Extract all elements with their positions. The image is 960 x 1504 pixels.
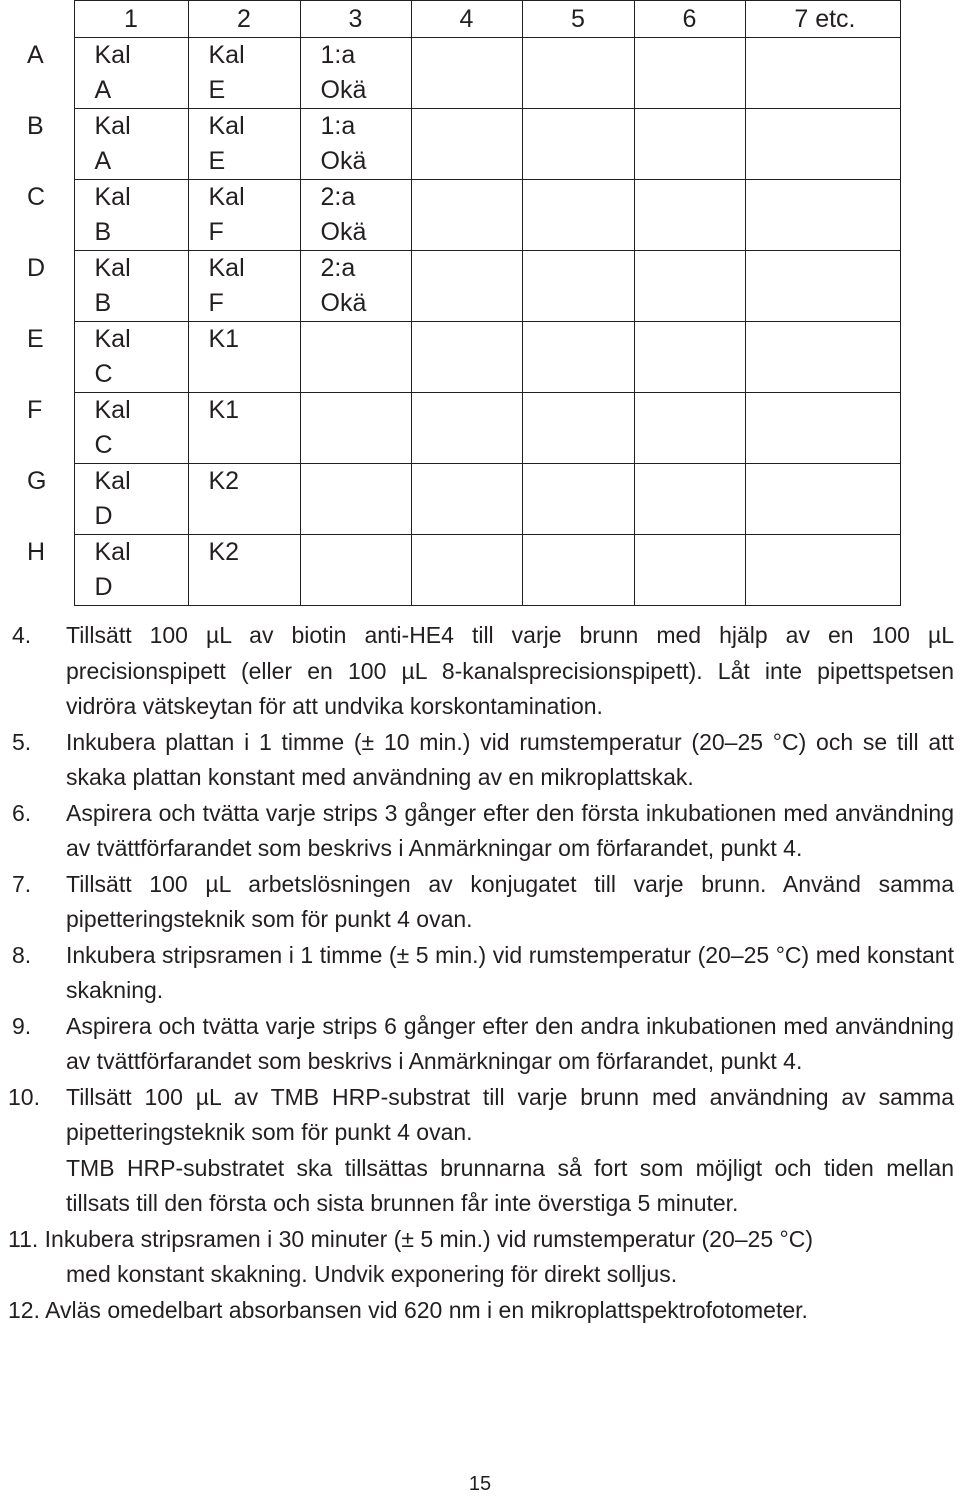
empty-well-cell: [411, 464, 522, 535]
well-cell: [188, 38, 300, 109]
step-text: Tillsätt 100 µL av TMB HRP-substrat till varje brunn med användning av samma pipetteringsteknik som för punkt 4 ovan.: [66, 1083, 954, 1145]
empty-well-cell: [745, 109, 900, 180]
well-text: [321, 393, 411, 428]
empty-well-cell: [634, 109, 745, 180]
well-text: A: [94, 76, 112, 104]
well-cell: [74, 180, 188, 251]
plate-row: [0, 251, 900, 322]
row-label: A: [27, 40, 44, 69]
well-cell: [188, 251, 300, 322]
column-header: 4: [411, 1, 522, 38]
step-11: [0, 1222, 960, 1293]
step-number: 5.: [12, 728, 32, 755]
step-text: [0, 1293, 960, 1329]
well-text: Kal: [208, 183, 245, 211]
well-text: [321, 570, 411, 605]
well-text: Kal: [94, 112, 131, 140]
step-5: [0, 725, 960, 796]
step-6: [0, 796, 960, 867]
empty-well-cell: [745, 322, 900, 393]
well-text: F: [208, 289, 224, 317]
well-text: Kal: [94, 396, 131, 424]
column-header: 5: [522, 1, 634, 38]
well-text: [321, 464, 411, 499]
well-text: [321, 499, 411, 534]
empty-well-cell: [411, 180, 522, 251]
empty-well-cell: [522, 109, 634, 180]
empty-well-cell: [745, 464, 900, 535]
row-label: F: [27, 395, 43, 424]
step-text: Inkubera plattan i 1 timme (± 10 min.) vid rumstemperatur (20–25 °C) och se till att skaka plattan konstant med användning av en mikroplattskak.: [66, 728, 954, 790]
row-label: C: [27, 182, 46, 211]
step-text-head: Avläs omedelbart absorbansen vid 620 nm i en mikroplattspektrofotometer.: [45, 1296, 808, 1323]
empty-well-cell: [745, 535, 900, 606]
column-header: 7 etc.: [745, 1, 900, 38]
empty-well-cell: [634, 251, 745, 322]
well-text: Okä: [320, 289, 367, 317]
empty-well-cell: [634, 180, 745, 251]
row-label: D: [27, 253, 46, 282]
empty-well-cell: [411, 393, 522, 464]
step-number: 10.: [8, 1083, 40, 1110]
step-7: [0, 867, 960, 938]
step-number: 11.: [8, 1225, 39, 1252]
well-text: 1:a: [320, 41, 356, 69]
empty-well-cell: [745, 180, 900, 251]
well-text: K2: [208, 538, 240, 566]
well-text: Okä: [320, 147, 367, 175]
plate-row: [0, 322, 900, 393]
step-number: 9.: [12, 1012, 32, 1039]
step-number: 8.: [12, 941, 32, 968]
well-text: Kal: [94, 467, 131, 495]
well-cell: [188, 180, 300, 251]
well-text: Okä: [320, 76, 367, 104]
well-text: E: [208, 76, 226, 104]
well-text: K1: [208, 396, 240, 424]
plate-row: [0, 109, 900, 180]
well-text: Okä: [320, 218, 367, 246]
well-text: Kal: [94, 325, 131, 353]
column-header: 1: [74, 1, 188, 38]
well-text: F: [208, 218, 224, 246]
well-cell: [74, 322, 188, 393]
well-cell: [300, 38, 411, 109]
well-cell: [300, 251, 411, 322]
row-label: E: [27, 324, 44, 353]
well-cell: [188, 464, 300, 535]
step-text: [0, 1222, 960, 1258]
well-text: Kal: [208, 112, 245, 140]
well-text: [209, 357, 300, 392]
empty-well-cell: [522, 393, 634, 464]
well-text: [321, 428, 411, 463]
step-text: Tillsätt 100 µL arbetslösningen av konjugatet till varje brunn. Använd samma pipetteringsteknik som för punkt 4 ovan.: [66, 870, 954, 932]
well-text: Kal: [94, 41, 131, 69]
well-cell: [188, 322, 300, 393]
well-text: Kal: [94, 183, 131, 211]
plate-row: [0, 393, 900, 464]
well-cell: [300, 535, 411, 606]
well-cell: [188, 393, 300, 464]
well-cell: [74, 109, 188, 180]
well-cell: [300, 109, 411, 180]
empty-well-cell: [522, 251, 634, 322]
column-header: 6: [634, 1, 745, 38]
step-text-continuation: med konstant skakning. Undvik exponering för direkt solljus.: [66, 1261, 678, 1287]
well-cell: [74, 393, 188, 464]
well-cell: [300, 464, 411, 535]
well-text: D: [94, 502, 113, 530]
empty-well-cell: [522, 180, 634, 251]
empty-well-cell: [522, 464, 634, 535]
plate-row: [0, 38, 900, 109]
empty-well-cell: [634, 535, 745, 606]
well-text: A: [94, 147, 112, 175]
well-text: Kal: [208, 254, 245, 282]
step-text: Inkubera stripsramen i 1 timme (± 5 min.) vid rumstemperatur (20–25 °C) med konstant skakning.: [66, 941, 954, 1003]
empty-well-cell: [522, 322, 634, 393]
empty-well-cell: [522, 38, 634, 109]
well-text: B: [94, 289, 112, 317]
well-text: C: [94, 431, 113, 459]
step-8: [0, 938, 960, 1009]
well-cell: [74, 38, 188, 109]
well-text: [209, 499, 300, 534]
plate-row: [0, 464, 900, 535]
well-text: Kal: [94, 254, 131, 282]
step-12: [0, 1293, 960, 1329]
well-cell: [188, 535, 300, 606]
empty-well-cell: [745, 251, 900, 322]
empty-well-cell: [745, 38, 900, 109]
step-note: TMB HRP-substratet ska tillsättas brunnarna så fort som möjligt och tiden mellan tillsats till den första och sista brunnen får inte överstiga 5 minuter.: [66, 1154, 954, 1216]
step-text-head: Inkubera stripsramen i 30 minuter (± 5 min.) vid rumstemperatur (20–25 °C): [44, 1225, 813, 1252]
well-cell: [74, 464, 188, 535]
empty-well-cell: [634, 393, 745, 464]
plate-row: [0, 535, 900, 606]
page-number: 15: [468, 1473, 492, 1495]
well-text: [209, 570, 300, 605]
well-text: E: [208, 147, 226, 175]
step-9: [0, 1009, 960, 1080]
well-cell: [74, 535, 188, 606]
well-text: [209, 428, 300, 463]
well-cell: [300, 180, 411, 251]
well-cell: [74, 251, 188, 322]
step-text: Aspirera och tvätta varje strips 6 gånger efter den andra inkubationen med användning av tvättförfarandet som beskrivs i Anmärkningar om förfarandet, punkt 4.: [66, 1012, 954, 1074]
empty-well-cell: [411, 535, 522, 606]
well-text: [321, 322, 411, 357]
well-text: K2: [208, 467, 240, 495]
well-text: B: [94, 218, 112, 246]
step-10: [0, 1080, 960, 1222]
well-text: 1:a: [320, 112, 356, 140]
plate-corner-cell: [0, 1, 74, 38]
well-text: [321, 535, 411, 570]
empty-well-cell: [411, 38, 522, 109]
well-text: Kal: [94, 538, 131, 566]
well-text: D: [94, 573, 113, 601]
empty-well-cell: [634, 322, 745, 393]
step-text: Tillsätt 100 µL av biotin anti-HE4 till varje brunn med hjälp av en 100 µL precisionspipett (eller en 100 µL 8-kanalsprecisionspipett). Låt inte pipettspetsen vidröra vätskeytan för att undvika korskontamination.: [66, 622, 954, 719]
empty-well-cell: [411, 322, 522, 393]
step-number: 6.: [12, 799, 32, 826]
column-header: 3: [300, 1, 411, 38]
empty-well-cell: [745, 393, 900, 464]
row-label: G: [27, 466, 47, 495]
well-text: Kal: [208, 41, 245, 69]
well-cell: [300, 393, 411, 464]
step-number: 4.: [12, 622, 32, 648]
step-text: Aspirera och tvätta varje strips 3 gånger efter den första inkubationen med användning av tvättförfarandet som beskrivs i Anmärkningar om förfarandet, punkt 4.: [66, 799, 954, 861]
well-text: 2:a: [320, 254, 356, 282]
empty-well-cell: [411, 251, 522, 322]
empty-well-cell: [522, 535, 634, 606]
plate-header-row: [0, 1, 900, 38]
plate-row: [0, 180, 900, 251]
plate-layout-table: [0, 0, 901, 606]
procedure-steps: [0, 618, 960, 1328]
well-text: C: [94, 360, 113, 388]
well-text: K1: [208, 325, 240, 353]
well-cell: [300, 322, 411, 393]
well-text: 2:a: [320, 183, 356, 211]
step-4: [0, 618, 960, 725]
column-header: 2: [188, 1, 300, 38]
empty-well-cell: [634, 38, 745, 109]
row-label: H: [27, 537, 46, 566]
empty-well-cell: [411, 109, 522, 180]
row-label: B: [27, 111, 44, 140]
well-text: [321, 357, 411, 392]
well-cell: [188, 109, 300, 180]
step-number: 12.: [8, 1296, 40, 1323]
step-number: 7.: [12, 870, 32, 897]
empty-well-cell: [634, 464, 745, 535]
